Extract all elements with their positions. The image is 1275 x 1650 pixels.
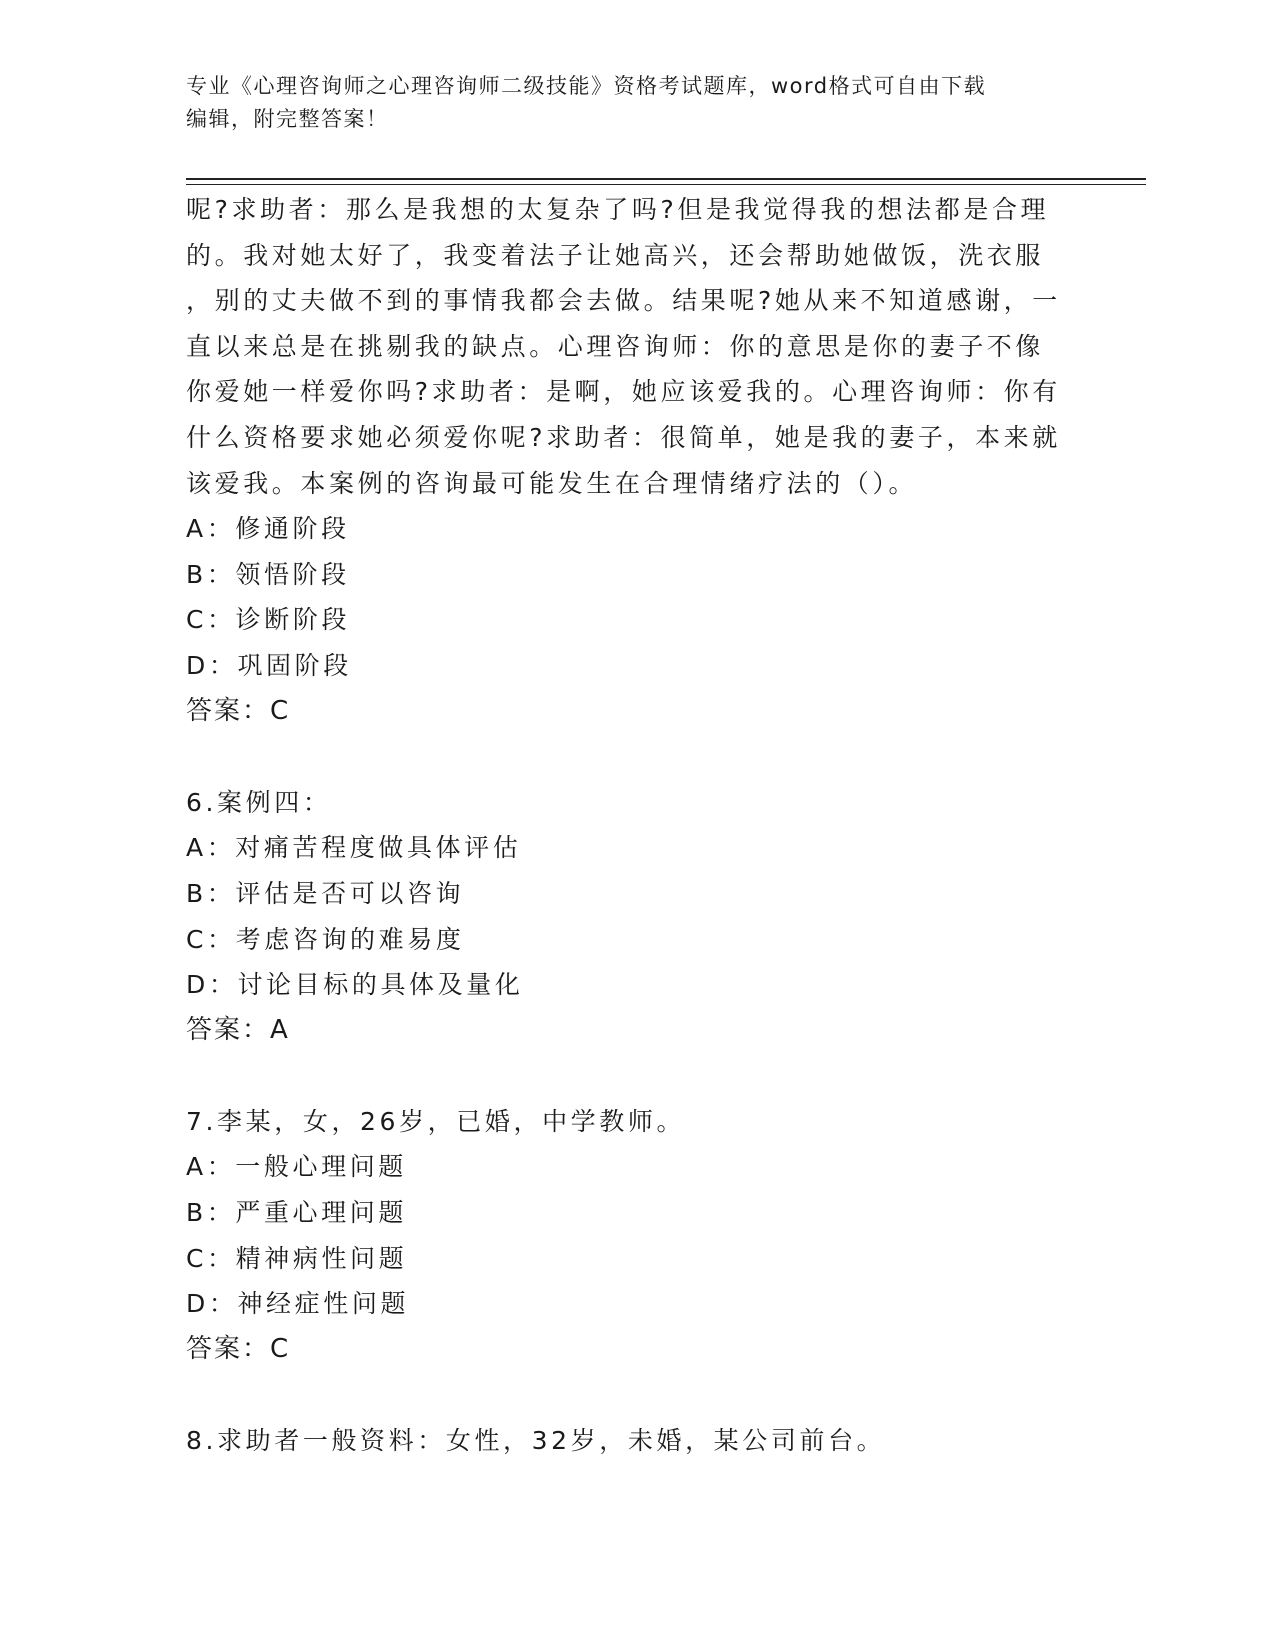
passage-line: 呢?求助者：那么是我想的太复杂了吗?但是我觉得我的想法都是合理: [186, 195, 1050, 224]
question-stem: 6.案例四：: [186, 787, 332, 817]
option-d: D：神经症性问题: [186, 1289, 410, 1319]
passage-line: ，别的丈夫做不到的事情我都会去做。结果呢?她从来不知道感谢，一: [186, 286, 1061, 316]
question-8: [186, 1418, 1076, 1464]
document-body: [186, 187, 1076, 1464]
passage-line: 直以来总是在挑剔我的缺点。心理咨询师：你的意思是你的妻子不像: [186, 331, 1045, 361]
answer-line: 答案：C: [186, 1333, 291, 1364]
spacer: [186, 1372, 1076, 1418]
option-c: C：诊断阶段: [186, 605, 351, 635]
question-stem: 8.求助者一般资料：女性，32岁，未婚，某公司前台。: [186, 1426, 886, 1456]
document-header: [186, 70, 1066, 136]
option-a: A：修通阶段: [186, 514, 350, 544]
question-5-options: [186, 506, 1076, 734]
answer-line: 答案：A: [186, 1014, 290, 1045]
passage-line: 你爱她一样爱你吗?求助者：是啊，她应该爱我的。心理咨询师：你有: [186, 377, 1061, 407]
option-d: D：巩固阶段: [186, 650, 352, 680]
option-a: A：一般心理问题: [186, 1152, 407, 1182]
header-line-2: 编辑，附完整答案！: [186, 107, 389, 131]
question-7: [186, 1099, 1076, 1373]
header-divider-thin: [186, 184, 1146, 185]
option-c: C：精神病性问题: [186, 1243, 408, 1273]
question-6: [186, 780, 1076, 1054]
option-b: B：评估是否可以咨询: [186, 878, 465, 908]
option-b: B：领悟阶段: [186, 559, 350, 589]
passage-line: 的。我对她太好了，我变着法子让她高兴，还会帮助她做饭，洗衣服: [186, 240, 1045, 270]
option-a: A：对痛苦程度做具体评估: [186, 833, 522, 863]
passage-line: 该爱我。本案例的咨询最可能发生在合理情绪疗法的（）。: [186, 468, 918, 498]
spacer: [186, 1053, 1076, 1099]
question-passage: [186, 187, 1076, 506]
answer-line: 答案：C: [186, 695, 291, 726]
option-d: D：讨论目标的具体及量化: [186, 970, 524, 1000]
option-c: C：考虑咨询的难易度: [186, 924, 465, 954]
option-b: B：严重心理问题: [186, 1198, 407, 1228]
spacer: [186, 734, 1076, 780]
question-stem: 7.李某，女，26岁，已婚，中学教师。: [186, 1106, 686, 1136]
passage-line: 什么资格要求她必须爱你呢?求助者：很简单，她是我的妻子，本来就: [186, 422, 1061, 452]
header-divider-thick: [186, 178, 1146, 180]
header-line-1: 专业《心理咨询师之心理咨询师二级技能》资格考试题库，word格式可自由下载: [186, 74, 987, 98]
